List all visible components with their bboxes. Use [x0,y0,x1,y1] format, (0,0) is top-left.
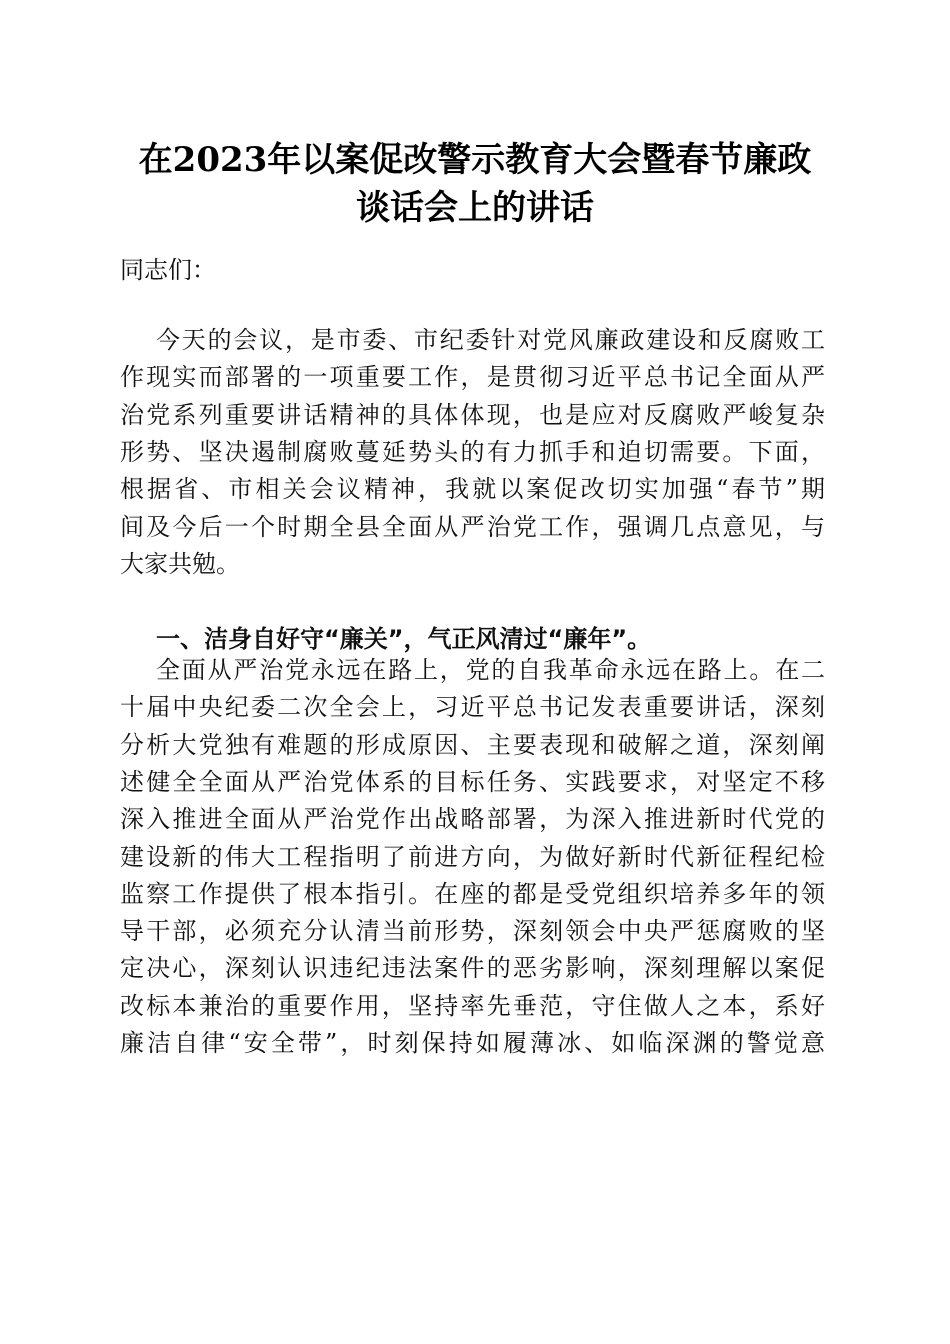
paragraph-line: 定决心，深刻认识违纪违法案件的恶劣影响，深刻理解以案促 [120,954,825,983]
paragraph-line: 形势、坚决遏制腐败蔓延势头的有力抓手和迫切需要。下面， [120,437,825,466]
title-line: 在2023年以案促改警示教育大会暨春节廉政 [138,140,812,180]
paragraph-line: 十届中央纪委二次全会上，习近平总书记发表重要讲话，深刻 [120,693,825,722]
paragraph-line: 建设新的伟大工程指明了前进方向，为做好新时代新征程纪检 [120,842,825,871]
title-line: 谈话会上的讲话 [356,188,594,228]
paragraph-line: 监察工作提供了根本指引。在座的都是受党组织培养多年的领 [120,879,825,908]
paragraph-line: 大家共勉。 [120,549,240,578]
paragraph-line: 导干部，必须充分认清当前形势，深刻领会中央严惩腐败的坚 [120,917,825,946]
paragraph-line: 全面从严治党永远在路上，党的自我革命永远在路上。在二 [156,656,825,684]
salutation: 同志们： [120,256,216,284]
paragraph-line: 治党系列重要讲话精神的具体体现，也是应对反腐败严峻复杂 [120,400,825,429]
paragraph-line: 根据省、市相关会议精神，我就以案促改切实加强“春节”期 [120,475,825,504]
paragraph-line: 间及今后一个时期全县全面从严治党工作，强调几点意见，与 [120,512,825,541]
paragraph-line: 改标本兼治的重要作用，坚持率先垂范，守住做人之本，系好 [120,991,825,1020]
paragraph-line: 作现实而部署的一项重要工作，是贯彻习近平总书记全面从严 [120,363,825,392]
paragraph-line: 述健全全面从严治党体系的目标任务、实践要求，对坚定不移 [120,767,825,796]
paragraph-line: 廉洁自律“安全带”，时刻保持如履薄冰、如临深渊的警觉意 [120,1029,825,1057]
document-title [110,136,840,232]
paragraph-line: 今天的会议，是市委、市纪委针对党风廉政建设和反腐败工 [156,326,825,354]
section-heading: 一、洁身自好守“廉关”，气正风清过“廉年”。 [156,625,652,653]
paragraph-line: 深入推进全面从严治党作出战略部署，为深入推进新时代党的 [120,805,825,834]
paragraph-line: 分析大党独有难题的形成原因、主要表现和破解之道，深刻阐 [120,730,825,759]
